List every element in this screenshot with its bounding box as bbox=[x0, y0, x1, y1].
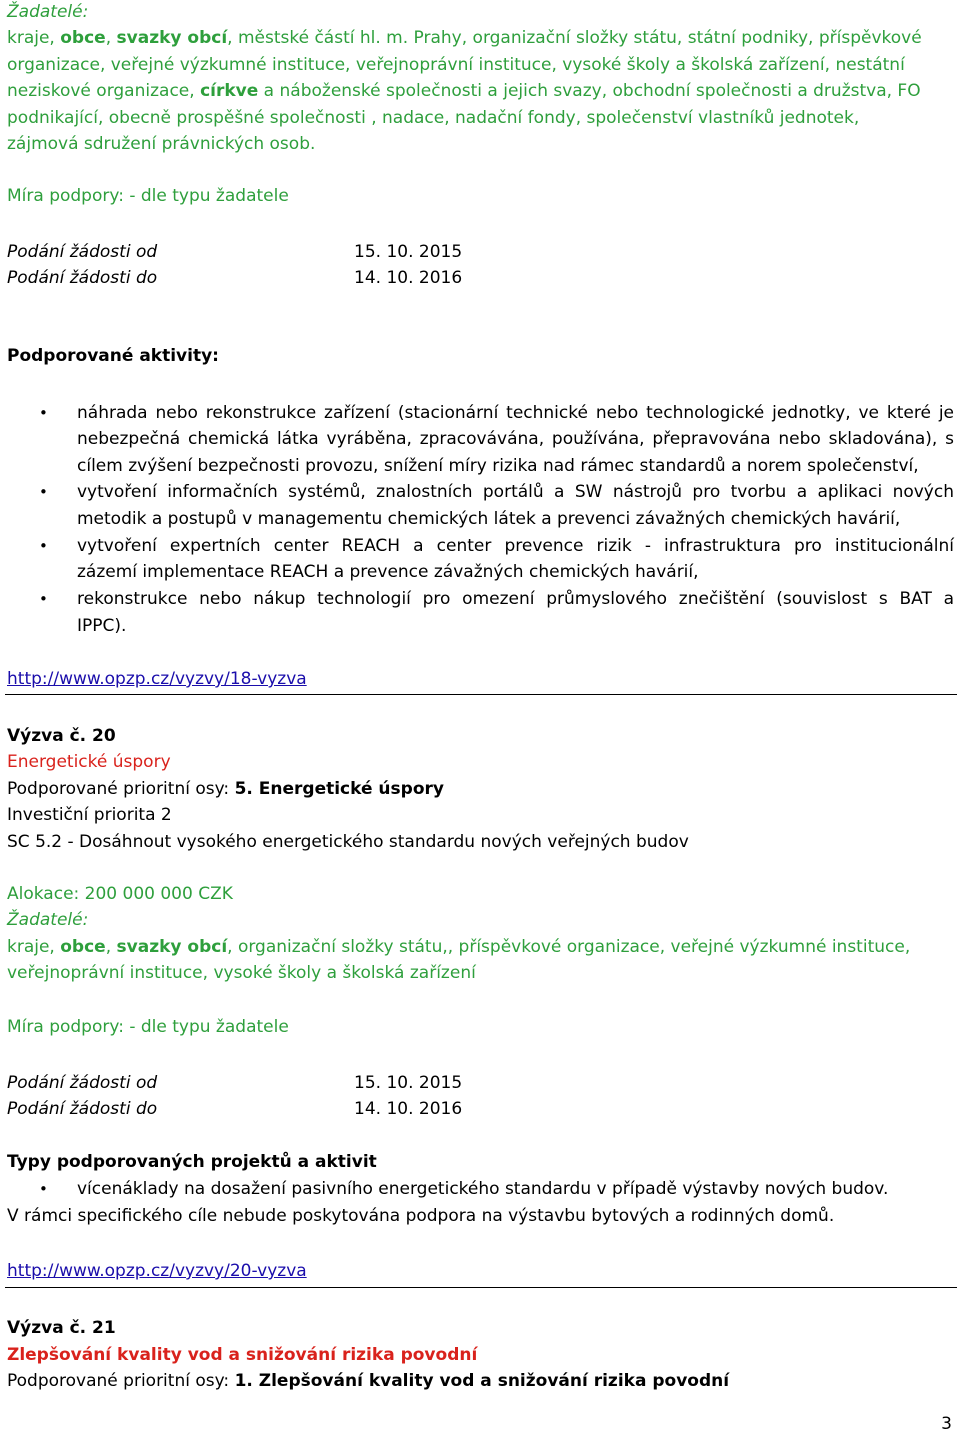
submission-from-label: Podání žádosti od bbox=[7, 242, 158, 262]
project-types-heading: Typy podporovaných projektů a aktivit bbox=[7, 1152, 377, 1172]
submission-to-date: 14. 10. 2016 bbox=[354, 1099, 463, 1119]
call-number: Výzva č. 20 bbox=[7, 726, 116, 746]
applicants-line: zájmová sdružení právnických osob. bbox=[7, 134, 316, 154]
activity-line: zázemí implementace REACH a prevence závažných chemických havárií, bbox=[77, 562, 699, 582]
bullet-marker: • bbox=[39, 590, 48, 608]
activity-line: cílem zvýšení bezpečnosti provozu, snížení míry rizika nad rámec standardů a norem společenství, bbox=[77, 456, 919, 476]
activity-line: vytvoření informačních systémů, znalostních portálů a SW nástrojů pro tvorbu a aplikaci nových bbox=[77, 482, 954, 502]
applicants-line: podnikající, obecně prospěšné společnosti , nadace, nadační fondy, společenství vlastníků jednotek, bbox=[7, 108, 860, 128]
applicants-line: veřejnoprávní instituce, vysoké školy a školská zařízení bbox=[7, 963, 476, 983]
submission-from-label: Podání žádosti od bbox=[7, 1073, 158, 1093]
activity-line: náhrada nebo rekonstrukce zařízení (stacionární technické nebo technologické jednotky, ve které je bbox=[77, 403, 954, 423]
investment-priority: Investiční priorita 2 bbox=[7, 805, 172, 825]
call-title: Zlepšování kvality vod a snižování rizika povodní bbox=[7, 1345, 478, 1365]
submission-from-date: 15. 10. 2015 bbox=[354, 242, 463, 262]
submission-to-date: 14. 10. 2016 bbox=[354, 268, 463, 288]
section-divider bbox=[5, 694, 957, 695]
page-number: 3 bbox=[941, 1414, 952, 1434]
submission-from-date: 15. 10. 2015 bbox=[354, 1073, 463, 1093]
bullet-marker: • bbox=[39, 483, 48, 501]
call-title: Energetické úspory bbox=[7, 752, 171, 772]
specific-goal: SC 5.2 - Dosáhnout vysokého energetického standardu nových veřejných budov bbox=[7, 832, 689, 852]
applicants-heading: Žadatelé: bbox=[7, 2, 89, 22]
priority-axis: Podporované prioritní osy: 1. Zlepšování kvality vod a snižování rizika povodní bbox=[7, 1371, 730, 1391]
applicants-heading: Žadatelé: bbox=[7, 910, 89, 930]
activity-line: rekonstrukce nebo nákup technologií pro omezení průmyslového znečištění (souvislost s BAT a bbox=[77, 589, 954, 609]
activities-heading: Podporované aktivity: bbox=[7, 346, 219, 366]
support-rate: Míra podpory: - dle typu žadatele bbox=[7, 186, 289, 206]
bullet-marker: • bbox=[39, 1180, 48, 1198]
activity-line: nebezpečná chemická látka vyráběna, zpracovávána, používána, přepravována nebo skladována), s bbox=[77, 429, 954, 449]
priority-axis: Podporované prioritní osy: 5. Energetické úspory bbox=[7, 779, 444, 799]
restriction-note: V rámci specifického cíle nebude poskytována podpora na výstavbu bytových a rodinných domů. bbox=[7, 1206, 835, 1226]
call-number: Výzva č. 21 bbox=[7, 1318, 116, 1338]
applicants-line: kraje, obce, svazky obcí, organizační složky státu,, příspěvkové organizace, veřejné výzkumné instituce, bbox=[7, 937, 911, 957]
submission-to-label: Podání žádosti do bbox=[7, 268, 158, 288]
bullet-marker: • bbox=[39, 537, 48, 555]
support-rate: Míra podpory: - dle typu žadatele bbox=[7, 1017, 289, 1037]
allocation: Alokace: 200 000 000 CZK bbox=[7, 884, 233, 904]
bullet-marker: • bbox=[39, 404, 48, 422]
section-divider bbox=[5, 1287, 957, 1288]
activity-line: vytvoření expertních center REACH a center prevence rizik - infrastruktura pro institucionální bbox=[77, 536, 954, 556]
activity-line: IPPC). bbox=[77, 616, 127, 636]
activity-line: metodik a postupů v managementu chemických látek a prevenci závažných chemických havárií, bbox=[77, 509, 901, 529]
call-18-link[interactable]: http://www.opzp.cz/vyzvy/18-vyzva bbox=[7, 669, 307, 689]
submission-to-label: Podání žádosti do bbox=[7, 1099, 158, 1119]
call-20-link[interactable]: http://www.opzp.cz/vyzvy/20-vyzva bbox=[7, 1261, 307, 1281]
applicants-line: neziskové organizace, církve a náboženské společnosti a jejich svazy, obchodní společnosti a družstva, FO bbox=[7, 81, 921, 101]
project-type-item: vícenáklady na dosažení pasivního energetického standardu v případě výstavby nových budov. bbox=[77, 1179, 889, 1199]
applicants-line: organizace, veřejné výzkumné instituce, veřejnoprávní instituce, vysoké školy a školská zařízení, nestátní bbox=[7, 55, 905, 75]
applicants-line: kraje, obce, svazky obcí, městské částí hl. m. Prahy, organizační složky státu, státní podniky, příspěvkové bbox=[7, 28, 922, 48]
